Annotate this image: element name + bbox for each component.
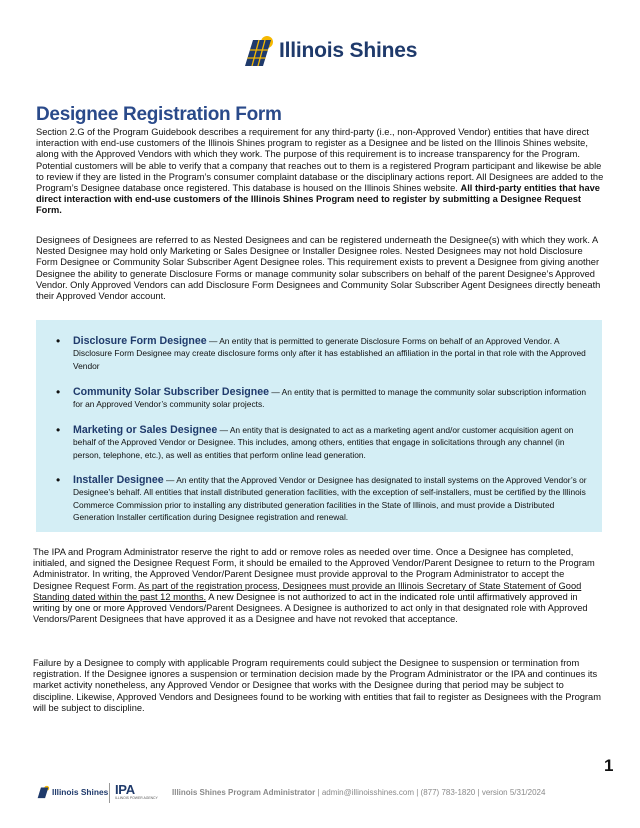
intro-text: Section 2.G of the Program Guidebook describes a requirement for any third-party (i.e., non-Approved Vendor) entities that have direct interaction with end-use customers of the Illinois Shines program to register as a Designee and be listed on the Illinois Shines website, along with the Approved Vendors with which they work. The purpose of this requirement is to increase transparency for the Program. Potential customers will be able to verify that a company that reaches out to them is a registered Program participant and likewise be able to review if they are listed in the Program’s consumer complaint database or the disciplinary actions report. All Designees are added to the Program’s Designee database once registered. This database is housed on the Illinois Shines website.	[36, 127, 604, 194]
discipline-paragraph: Failure by a Designee to comply with applicable Program requirements could subject the Designee to suspension or termination from registration. If the Designee ignores a suspension or termination decision made by the Program Administrator or the IPA and continues its market activity nonetheless, any Approved Vendor or Designee that works with the Designee during that period may be subject to discipline. Likewise, Approved Vendors and Designees found to be working with entities that fail to register as Designees with the Program will be subject to discipline.	[33, 658, 601, 713]
role-description: — An entity that the Approved Vendor or Designee has designated to install systems on the Approved Vendor’s or Designee’s behalf. All entities that install distributed generation facilities, with the exception of self-installers, must be certified by the Illinois Commerce Commission prior to installing any distributed generation facilities in the State of Illinois, and must provide a Distributed Generation Installer certification during Designee registration and renewal.	[73, 475, 587, 523]
bullet-icon: •	[56, 385, 61, 399]
roles-box	[36, 320, 602, 532]
bullet-icon: •	[56, 334, 61, 348]
footer-contact-info	[172, 788, 545, 797]
role-item-marketing-sales	[56, 424, 591, 461]
page-title: Designee Registration Form	[36, 104, 282, 125]
role-item-installer	[56, 474, 591, 524]
footer-logo-text: Illinois Shines	[52, 787, 109, 797]
solar-panel-icon	[36, 785, 50, 799]
ipa-logo-text: IPA	[115, 782, 135, 797]
role-description: — An entity that is permitted to generate Disclosure Forms on behalf of an Approved Vendor. A Disclosure Form Designee may create disclosure forms only after it has established an affiliation in the portal in that role with the Approved Vendor	[73, 336, 586, 371]
footer-illinois-shines-logo	[36, 785, 108, 799]
footer-phone: (877) 783-1820	[420, 788, 476, 797]
role-name: Marketing or Sales Designee	[73, 424, 218, 436]
process-text: The IPA and Program Administrator reserve the right to add or remove roles as needed over time. Once a Designee has completed, initialed, and signed the Designee Request Form, it should be emailed to the Approved Vendor/Parent Designee to return to the Program Administrator. In writing, the Approved Vendor/Parent Designee must provide approval to the Program Administrator to accept the Designee Request Form.	[33, 547, 595, 591]
intro-bold-text: All third-party entities that have direct interaction with end-use customers of the Illinois Shines Program need to register by submitting a Designee Request Form.	[36, 183, 600, 216]
footer-separator: |	[416, 788, 419, 797]
role-name: Community Solar Subscriber Designee	[73, 386, 270, 398]
ipa-logo-subtext: ILLINOIS POWER AGENCY	[115, 796, 158, 800]
footer-version: version 5/31/2024	[481, 788, 546, 797]
role-item-disclosure-form	[56, 335, 591, 372]
nested-designees-paragraph: Designees of Designees are referred to as Nested Designees and can be registered underneath the Designee(s) with which they work. A Nested Designee may hold only Marketing or Sales Designee or Installer Designee roles. Nested Designees may not hold Disclosure Form Designee or Community Solar Subscriber Agent Designee roles. This requirement exists to prevent a Designee from giving another Designee the ability to generate Disclosure Forms or manage community solar subscribers on behalf of the parent Designee’s Approved Vendor. Only Approved Vendors can add Disclosure Form Designees and Community Solar Subscriber Agent Designees directly beneath their Approved Vendor account.	[36, 235, 601, 302]
role-name: Installer Designee	[73, 474, 164, 486]
solar-panel-icon	[241, 34, 275, 68]
footer	[36, 782, 611, 806]
bullet-icon: •	[56, 473, 61, 487]
roles-process-paragraph	[33, 547, 606, 625]
intro-paragraph	[36, 127, 606, 217]
footer-admin: Illinois Shines Program Administrator	[172, 788, 316, 797]
role-description: — An entity that is designated to act as a marketing agent and/or customer acquisition agent on behalf of the Approved Vendor or Designee. This includes, among others, entities that engage in solicitations through any channel (in person, telephone, etc.), as well as entities that perform online lead generation.	[73, 425, 574, 460]
good-standing-requirement: As part of the registration process, Designees must provide an Illinois Secretary of State Statement of Good Standing dated within the past 12 months.	[33, 580, 582, 602]
page-number: 1	[604, 756, 614, 775]
logo-text: Illinois Shines	[279, 39, 418, 62]
role-item-community-solar	[56, 386, 591, 411]
role-name: Disclosure Form Designee	[73, 335, 207, 347]
bullet-icon: •	[56, 423, 61, 437]
footer-email[interactable]: admin@illinoisshines.com	[321, 788, 414, 797]
footer-separator: |	[317, 788, 320, 797]
process-text-continued: A new Designee is not authorized to act in the indicated role until affirmatively approved in writing by one or more Approved Vendors/Parent Designees. A Designee is authorized to act only in that designated role with Approved Vendors/Parent Designees that have approved it as a Designee and have not revoked that acceptance.	[33, 591, 588, 625]
footer-divider	[109, 783, 110, 803]
role-description: — An entity that is permitted to manage the community solar subscription information for an Approved Vendor’s community solar projects.	[73, 387, 587, 410]
footer-separator: |	[477, 788, 480, 797]
ipa-logo	[115, 782, 158, 800]
header-logo	[241, 34, 417, 68]
